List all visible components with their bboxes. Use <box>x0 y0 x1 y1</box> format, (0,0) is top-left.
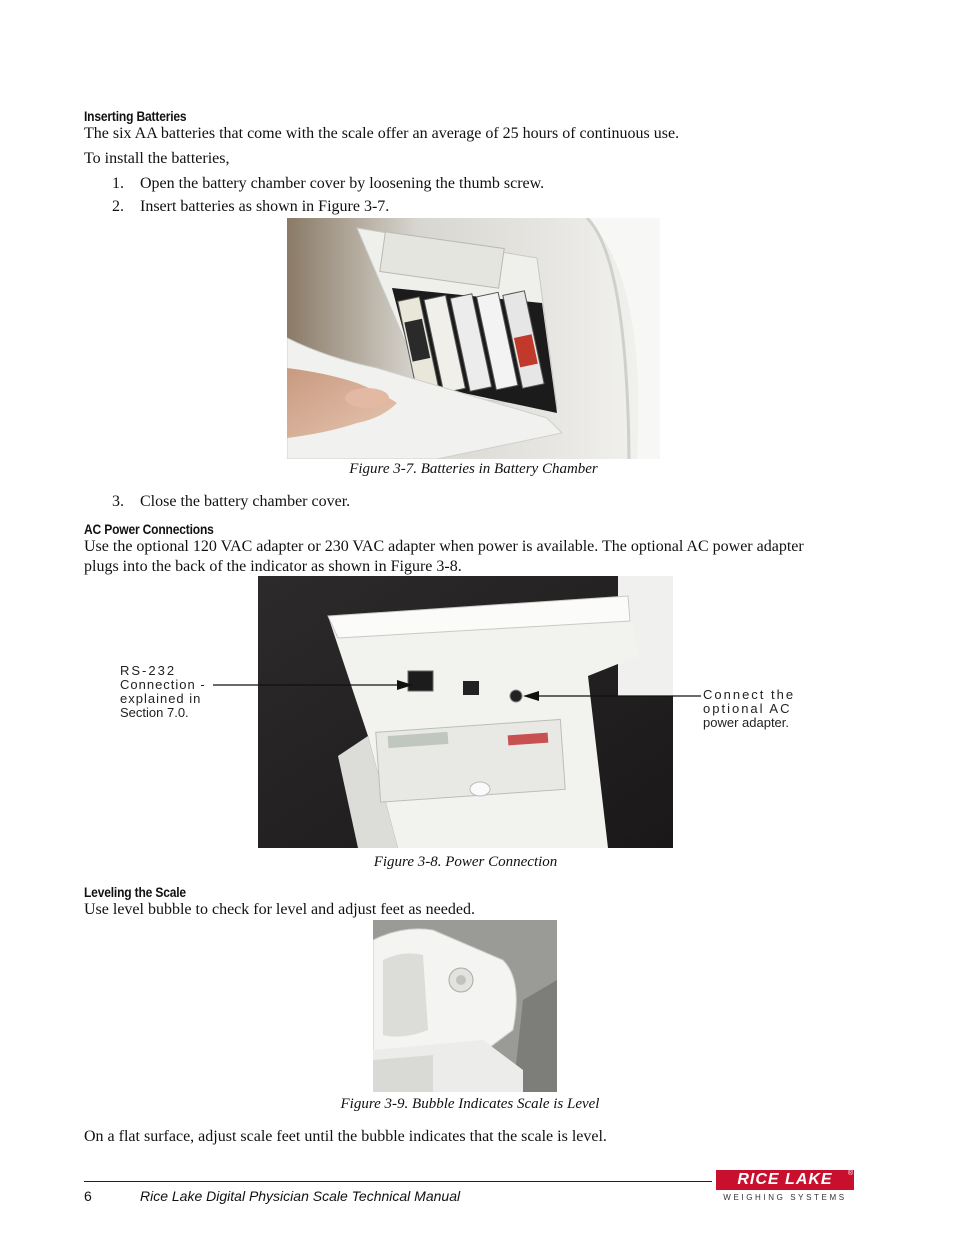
callout-line: power adapter. <box>703 715 790 730</box>
callout-line: explained in <box>120 691 202 706</box>
leveling-after-text: On a flat surface, adjust scale feet until the bubble indicates that the scale is level. <box>84 1128 607 1145</box>
rs232-callout <box>120 664 206 720</box>
callout-line: Connection - <box>120 677 206 692</box>
section-heading-ac-power: AC Power Connections <box>84 521 214 537</box>
figure-3-9-caption: Figure 3-9. Bubble Indicates Scale is Level <box>340 1096 600 1112</box>
ac-adapter-arrow <box>523 689 701 703</box>
footer-rule <box>84 1181 712 1182</box>
step-text: Close the battery chamber cover. <box>140 493 351 510</box>
logo-text: RICE LAKE <box>737 1171 833 1188</box>
rs232-arrow <box>213 678 413 692</box>
battery-chamber-illustration <box>287 218 660 459</box>
step-number: 2. <box>112 198 124 215</box>
ac-power-text-line2: plugs into the back of the indicator as shown in Figure 3-8. <box>84 558 462 575</box>
battery-chamber-photo <box>287 218 660 459</box>
registered-mark: ® <box>847 1170 853 1177</box>
figure-3-7-caption: Figure 3-7. Batteries in Battery Chamber <box>349 461 598 477</box>
ac-adapter-callout <box>703 688 799 730</box>
callout-line: Section 7.0. <box>120 705 189 720</box>
level-bubble-illustration <box>373 920 557 1092</box>
batteries-lead: To install the batteries, <box>84 150 230 167</box>
step-number: 3. <box>112 493 124 510</box>
leveling-text: Use level bubble to check for level and adjust feet as needed. <box>84 901 475 918</box>
step-text: Insert batteries as shown in Figure 3-7. <box>140 198 390 215</box>
ac-power-text-line1: Use the optional 120 VAC adapter or 230 VAC adapter when power is available. The optional AC power adapter <box>84 538 804 555</box>
rice-lake-logo <box>716 1170 854 1202</box>
manual-title: Rice Lake Digital Physician Scale Technical Manual <box>140 1188 461 1204</box>
step-text: Open the battery chamber cover by loosening the thumb screw. <box>140 175 545 192</box>
page-number: 6 <box>84 1188 92 1204</box>
callout-line: Connect the <box>703 687 796 702</box>
level-bubble-photo <box>373 920 557 1092</box>
logo-red-bar <box>716 1170 854 1190</box>
power-connection-photo <box>258 576 673 848</box>
logo-subtext: WEIGHING SYSTEMS <box>723 1193 847 1202</box>
figure-3-8-caption: Figure 3-8. Power Connection <box>373 854 558 870</box>
section-heading-leveling: Leveling the Scale <box>84 884 186 900</box>
section-heading-batteries: Inserting Batteries <box>84 108 187 124</box>
step-number: 1. <box>112 175 124 192</box>
power-connection-illustration <box>258 576 673 848</box>
batteries-intro: The six AA batteries that come with the scale offer an average of 25 hours of continuous use. <box>84 125 680 142</box>
callout-line: RS-232 <box>120 663 177 678</box>
callout-line: optional AC <box>703 701 792 716</box>
